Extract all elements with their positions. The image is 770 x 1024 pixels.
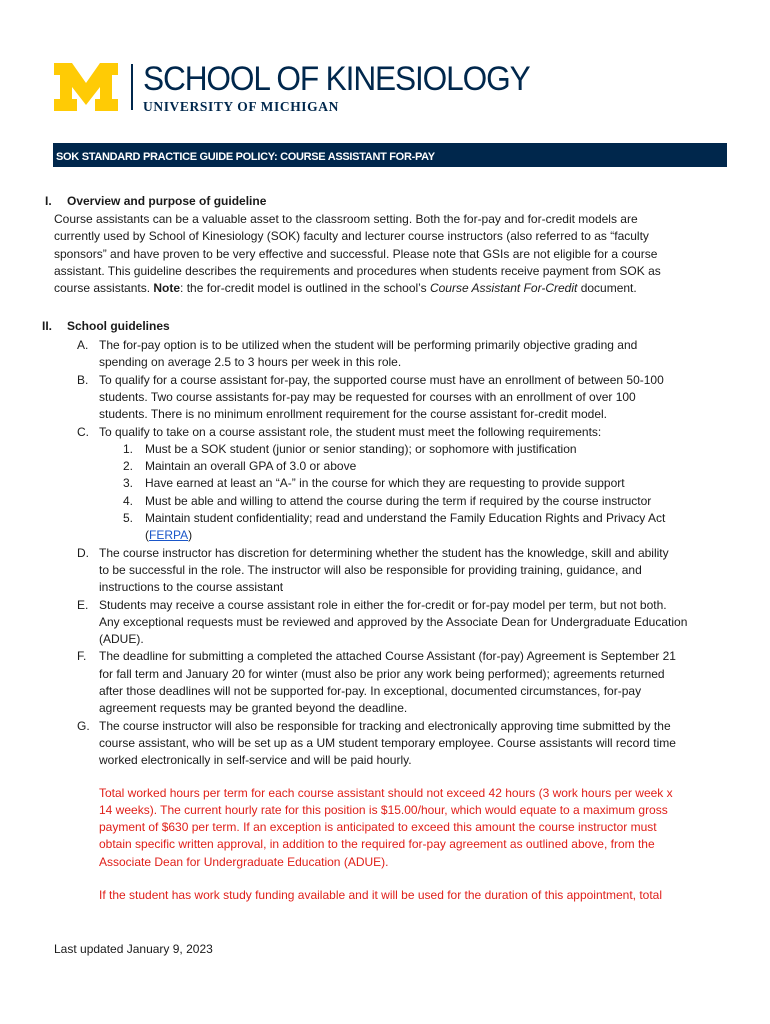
highlight-line: Associate Dean for Undergraduate Education (ADUE). bbox=[99, 854, 389, 869]
requirement-number: 4. bbox=[123, 493, 134, 508]
list-item-line: spending on average 2.5 to 3 hours per week in this role. bbox=[99, 355, 402, 370]
list-letter: C. bbox=[77, 424, 89, 439]
paragraph-line: sponsors” and have proven to be very effective and successful. Please note that GSIs are not eligible for a course bbox=[54, 246, 658, 261]
requirement-text: Have earned at least an “A-” in the course for which they are requesting to provide support bbox=[145, 476, 625, 491]
list-letter: D. bbox=[77, 545, 89, 560]
list-item-line: students. There is no minimum enrollment requirement for the course assistant for-credit model. bbox=[99, 407, 607, 422]
requirement-text: Must be able and willing to attend the course during the term if required by the course instructor bbox=[145, 493, 652, 508]
list-letter: F. bbox=[77, 649, 87, 664]
list-item-line: course assistant, who will be set up as a UM student temporary employee. Course assistants will record time bbox=[99, 735, 676, 750]
list-item-line: to be successful in the role. The instructor will also be responsible for providing training, guidance, and bbox=[99, 562, 642, 577]
requirement-text: Must be a SOK student (junior or senior standing); or sophomore with justification bbox=[145, 441, 577, 456]
list-item-line: To qualify to take on a course assistant role, the student must meet the following requirements: bbox=[99, 424, 602, 439]
paragraph-line bbox=[54, 280, 637, 297]
list-letter: E. bbox=[77, 597, 89, 612]
logo-subtitle: UNIVERSITY OF MICHIGAN bbox=[143, 99, 339, 114]
policy-banner bbox=[53, 143, 727, 167]
paren: ( bbox=[145, 528, 149, 543]
policy-title: SOK STANDARD PRACTICE GUIDE POLICY: COURSE ASSISTANT FOR-PAY bbox=[56, 151, 435, 163]
list-item-line: Students may receive a course assistant role in either the for-credit or for-pay model per term, but not both. bbox=[99, 597, 667, 612]
paren: ) bbox=[188, 528, 193, 543]
footer-updated: Last updated January 9, 2023 bbox=[54, 942, 213, 956]
text-run: course assistants. bbox=[54, 281, 154, 296]
logo-title: SCHOOL OF KINESIOLOGY bbox=[143, 60, 530, 98]
logo-divider bbox=[131, 64, 133, 110]
list-item-line: The course instructor has discretion for determining whether the student has the knowledge, skill and ability bbox=[99, 545, 669, 560]
highlight-line: Total worked hours per term for each course assistant should not exceed 42 hours (3 work hours per week x bbox=[99, 785, 673, 800]
section-heading: Overview and purpose of guideline bbox=[67, 194, 267, 208]
text-run: : the for-credit model is outlined in the school’s bbox=[180, 281, 430, 296]
section-heading: School guidelines bbox=[67, 319, 170, 333]
highlight-line: obtain specific written approval, in addition to the required for-pay agreement as outlined above, from the bbox=[99, 837, 655, 852]
section-number: II. bbox=[42, 319, 53, 333]
list-item-line: after those deadlines will not be supported for-pay. In exceptional, documented circumstances, for-pay bbox=[99, 684, 642, 698]
requirement-text: Maintain an overall GPA of 3.0 or above bbox=[145, 459, 357, 474]
text-run: Note bbox=[153, 281, 181, 296]
requirement-number: 1. bbox=[123, 441, 134, 456]
text-run: Course Assistant For-Credit bbox=[429, 281, 578, 296]
list-letter: B. bbox=[77, 372, 89, 387]
list-item-line: students. Two course assistants for-pay may be requested for courses with an enrollment of over 100 bbox=[99, 389, 636, 404]
list-item-line: for fall term and January 20 for winter (must also be prior any work being performed); agreements returned bbox=[99, 666, 665, 681]
list-item-line: agreement requests may be granted beyond the deadline. bbox=[99, 701, 408, 716]
list-item-line: To qualify for a course assistant for-pay, the supported course must have an enrollment of between 50-100 bbox=[99, 372, 664, 387]
requirement-number: 5. bbox=[123, 511, 134, 525]
paragraph-line: Course assistants can be a valuable asset to the classroom setting. Both the for-pay and for-credit models are bbox=[54, 212, 638, 226]
requirement-text: Maintain student confidentiality; read and understand the Family Education Rights and Privacy Act bbox=[145, 511, 666, 525]
list-letter: A. bbox=[77, 338, 89, 352]
list-item-line: worked electronically in self-service and will be paid hourly. bbox=[99, 753, 412, 768]
highlight-line: 14 weeks). The current hourly rate for this position is $15.00/hour, which would equate to a maximum gross bbox=[99, 802, 668, 817]
paragraph-line: currently used by School of Kinesiology (SOK) faculty and lecturer course instructors (also referred to as “faculty bbox=[54, 229, 649, 244]
list-item-line: (ADUE). bbox=[99, 632, 144, 647]
ferpa-line bbox=[145, 527, 192, 544]
list-item-line: The deadline for submitting a completed the attached Course Assistant (for-pay) Agreement is September 21 bbox=[99, 649, 676, 664]
block-m-icon bbox=[53, 62, 119, 112]
text-run: document. bbox=[577, 281, 637, 296]
list-item-line: The course instructor will also be responsible for tracking and electronically approving time submitted by the bbox=[99, 718, 671, 733]
list-letter: G. bbox=[77, 718, 90, 733]
highlight-line: If the student has work study funding available and it will be used for the duration of this appointment, total bbox=[99, 888, 663, 902]
ferpa-link[interactable]: FERPA bbox=[149, 528, 189, 543]
list-item-line: The for-pay option is to be utilized when the student will be performing primarily objective grading and bbox=[99, 338, 638, 352]
school-logo bbox=[53, 62, 559, 114]
paragraph-line: assistant. This guideline describes the requirements and procedures when students receive payment from SOK as bbox=[54, 263, 661, 278]
section-number: I. bbox=[45, 194, 52, 208]
list-item-line: Any exceptional requests must be reviewed and approved by the Associate Dean for Undergraduate Education bbox=[99, 614, 688, 629]
requirement-number: 3. bbox=[123, 476, 134, 491]
requirement-number: 2. bbox=[123, 459, 134, 474]
highlight-line: payment of $630 per term. If an exception is anticipated to exceed this amount the course instructor must bbox=[99, 820, 657, 835]
list-item-line: instructions to the course assistant bbox=[99, 580, 284, 595]
